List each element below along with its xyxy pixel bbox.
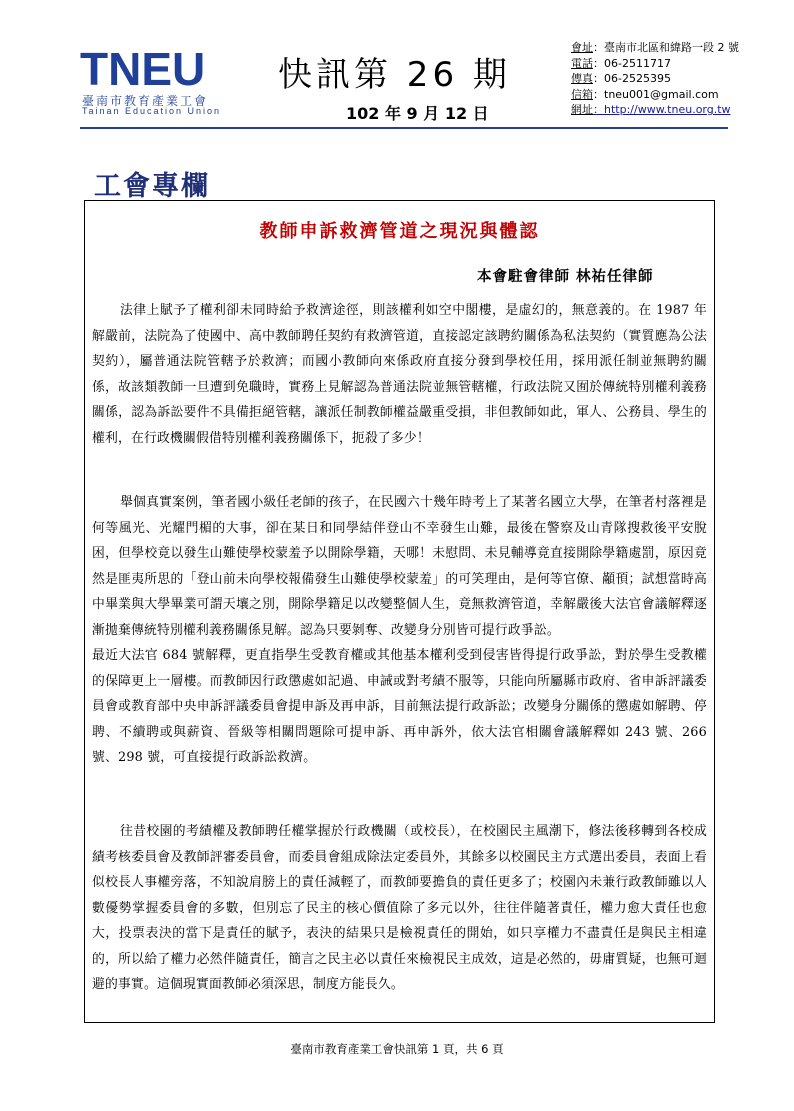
contact-label: 電話 (571, 56, 593, 70)
contact-phone (571, 56, 739, 72)
logo-english-name: Tainan Education Union (82, 106, 222, 116)
article-byline: 本會駐會律師 林祐任律師 (477, 268, 654, 285)
paragraph-text: 舉個真實案例，筆者國小級任老師的孩子，在民國六十幾年時考上了某著名國立大學，在筆者村落裡是何等風光、光耀門楣的大事，卻在某日和同學結伴登山不幸發生山難，最後在警察及山青隊搜救後平安脫困，但學校竟以發生山難使學校蒙羞予以開除學籍，天哪！未慰問、未見輔導竟直接開除學籍處罰，原因竟然是匪夷所思的「登山前未向學校報備發生山難使學校蒙羞」的可笑理由，是何等官僚、顢頇；試想當時高中畢業與大學畢業可謂天壤之別，開除學籍足以改變整個人生，竟無救濟管道，幸解嚴後大法官會議解釋逐漸拋棄傳統特別權利義務關係見解。認為只要剝奪、改變身分別皆可提行政爭訟。 (92, 495, 707, 638)
contact-value: ：臺南市北區和緯路一段 2 號 (593, 41, 739, 54)
article-paragraph (92, 819, 707, 998)
article-paragraph (92, 490, 707, 771)
contact-website[interactable] (571, 102, 739, 118)
page-footer: 臺南市教育產業工會快訊第 1 頁，共 6 頁 (290, 1042, 504, 1056)
logo-mark (80, 43, 270, 95)
paragraph-text: 最近大法官 684 號解釋，更直指學生受教育權或其他基本權利受到侵害皆得提行政爭訟，對於學生受教權的保障更上一層樓。而教師因行政懲處如記過、申誡或對考績不服等，只能向所屬縣市政府、省申訴評議委員會或教育部中央申訴評議委員會提申訴及再申訴，目前無法提行政訴訟；改變身分關係的懲處如解聘、停聘、不續聘或與薪資、晉級等相關問題除可提申訴、再申訴外，依大法官相關會議解釋如 243 號、266 號、298 號，可直接提行政訴訟救濟。 (92, 648, 707, 765)
issue-title: 快訊第 26 期 (278, 55, 511, 95)
contact-email[interactable] (571, 87, 739, 103)
paragraph-text: 法律上賦予了權利卻未同時給予救濟途徑，則該權利如空中閣樓，是虛幻的，無意義的。在 1987 年解嚴前，法院為了使國中、高中教師聘任契約有救濟管道，直接認定該聘約關係為私法契約（實質應為公法契約），屬普通法院管轄予於救濟；而國小教師向來係政府直接分發到學校任用，採用派任制並無聘約關係，故該類教師一旦遭到免職時，實務上見解認為普通法院並無管轄權，行政法院又囿於傳統特別權利義務關係，認為訴訟要件不具備拒絕管轄，讓派任制教師權益嚴重受損，非但教師如此，軍人、公務員、學生的權利，在行政機關假借特別權利義務關係下，扼殺了多少！ (92, 303, 707, 446)
email-link[interactable]: ：tneu001@gmail.com (593, 87, 719, 101)
contact-label: 網址 (571, 103, 593, 116)
contact-label: 傳真 (571, 72, 593, 85)
contact-value: ：06-2511717 (593, 56, 671, 70)
contact-label: 信箱 (571, 87, 593, 101)
contact-value: ：06-2525395 (593, 72, 671, 85)
contact-info (571, 40, 739, 118)
union-logo (80, 43, 270, 116)
paragraph-text: 往昔校園的考績權及教師聘任權掌握於行政機關（或校長），在校園民主風潮下，修法後移轉到各校成績考核委員會及教師評審委員會，而委員會組成除法定委員外，其餘多以校園民主方式選出委員，表面上看似校長人事權旁落，不知說肩膀上的責任減輕了，而教師要擔負的責任更多了；校園內未兼行政教師雖以人數優勢掌握委員會的多數，但別忘了民主的核心價值除了多元以外，往往伴隨著責任，權力愈大責任也愈大，投票表決的當下是責任的賦予，表決的結果只是檢視責任的開始，如只享權力不盡責任是與民主相違的，所以給了權力必然伴隨責任，簡言之民主必以責任來檢視民主成效，這是必然的，毋庸質疑，也無可迴避的事實。這個現實面教師必須深思，制度方能長久。 (92, 824, 707, 992)
article-title: 教師申訴救濟管道之現況與體認 (259, 221, 540, 242)
contact-address (571, 40, 739, 56)
logo-text-tn: TN (80, 43, 142, 95)
logo-text-eu: EU (141, 43, 206, 95)
logo-chinese-name: 臺南市教育產業工會 (82, 94, 209, 108)
issue-date: 102 年 9 月 12 日 (346, 104, 489, 123)
article-paragraph (92, 298, 707, 451)
contact-label: 會址 (571, 41, 593, 54)
section-title: 工會專欄 (94, 171, 210, 202)
website-link[interactable]: ：http://www.tneu.org.tw (593, 103, 731, 116)
header-divider (80, 127, 728, 129)
article-box (84, 200, 715, 1023)
contact-fax (571, 71, 739, 87)
